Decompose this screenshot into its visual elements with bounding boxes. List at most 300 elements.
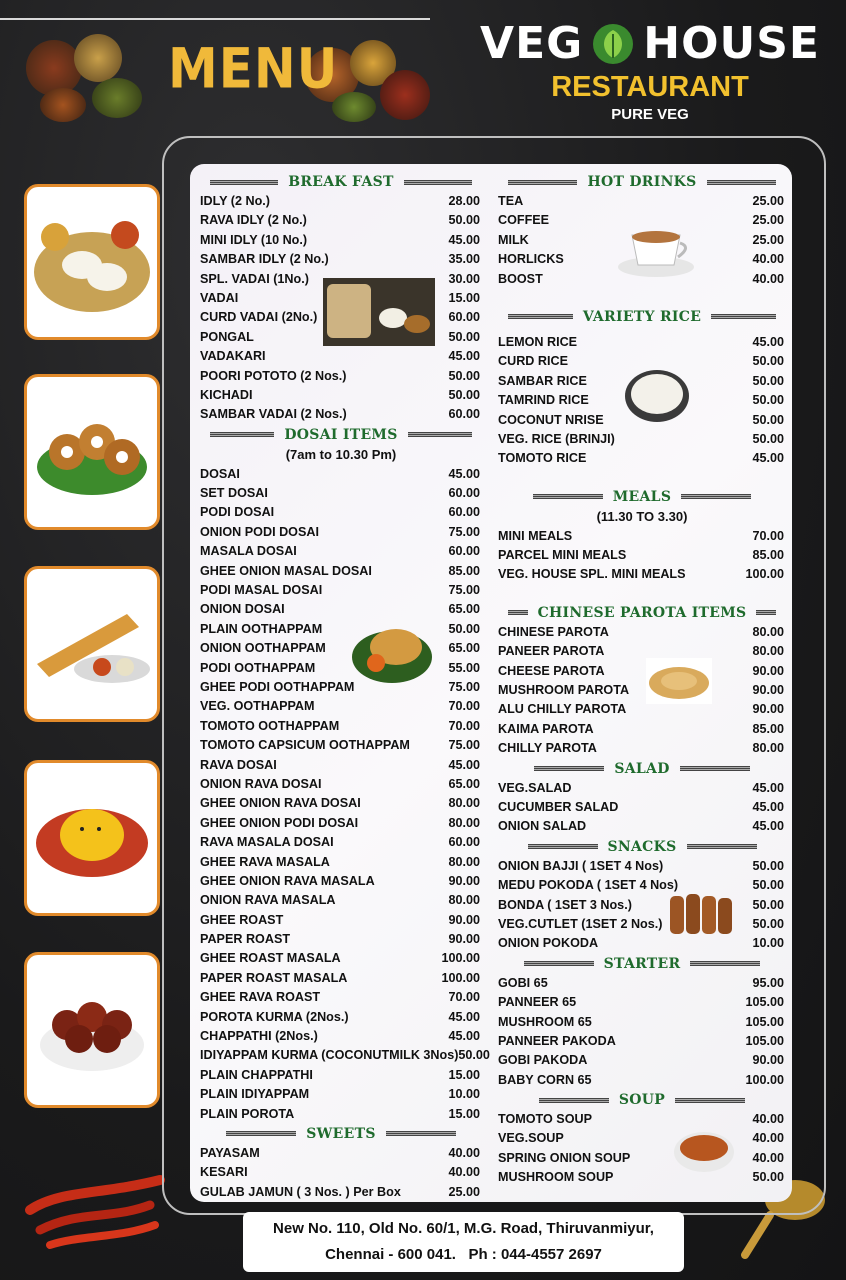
- section-heading-sweets: SWEETS: [200, 1124, 482, 1144]
- menu-item-price: 65.00: [448, 641, 480, 656]
- menu-item-price: 50.00: [752, 858, 784, 873]
- menu-item-name: ONION POKODA: [498, 936, 599, 951]
- section-heading-dosai: DOSAI ITEMS: [200, 425, 482, 445]
- menu-item-price: 15.00: [448, 290, 480, 305]
- menu-item-row: [498, 1149, 786, 1168]
- menu-item-row: [498, 1110, 786, 1129]
- menu-item-row: [498, 250, 786, 269]
- menu-item-row: [200, 853, 482, 872]
- menu-item-name: DOSAI: [200, 466, 240, 481]
- section-heading-breakfast: BREAK FAST: [200, 172, 482, 192]
- menu-item-price: 80.00: [752, 624, 784, 639]
- menu-item-name: PARCEL MINI MEALS: [498, 548, 627, 563]
- menu-item-name: LEMON RICE: [498, 334, 578, 349]
- menu-item-row: [498, 817, 786, 836]
- menu-item-name: GHEE RAVA MASALA: [200, 854, 330, 869]
- menu-item-name: GHEE ONION MASAL DOSAI: [200, 563, 372, 578]
- menu-item-price: 60.00: [448, 310, 480, 325]
- menu-item-name: VEG. OOTHAPPAM: [200, 699, 315, 714]
- menu-item-price: 85.00: [752, 548, 784, 563]
- menu-item-name: RAVA MASALA DOSAI: [200, 835, 334, 850]
- menu-item-row: [498, 739, 786, 758]
- menu-item-name: MINI IDLY (10 No.): [200, 232, 308, 247]
- menu-item-name: PLAIN CHAPPATHI: [200, 1067, 313, 1082]
- menu-item-name: MUSHROOM 65: [498, 1014, 592, 1029]
- menu-item-row: [200, 523, 482, 542]
- menu-item-name: GULAB JAMUN ( 3 Nos. ) Per Box: [200, 1184, 401, 1199]
- menu-item-row: [200, 620, 482, 639]
- menu-item-row: [498, 681, 786, 700]
- menu-item-name: KAIMA PAROTA: [498, 721, 594, 736]
- menu-item-price: 90.00: [448, 873, 480, 888]
- list-sweets: [200, 1144, 482, 1202]
- menu-item-name: SET DOSAI: [200, 486, 268, 501]
- menu-item-row: [498, 798, 786, 817]
- menu-item-price: 80.00: [752, 644, 784, 659]
- menu-item-price: 80.00: [448, 893, 480, 908]
- menu-item-row: [200, 328, 482, 347]
- menu-item-name: TOMOTO OOTHAPPAM: [200, 718, 340, 733]
- menu-item-name: MEDU POKODA ( 1SET 4 Nos): [498, 878, 679, 893]
- menu-item-name: CHINESE PAROTA: [498, 624, 609, 639]
- menu-item-row: [498, 623, 786, 642]
- menu-item-price: 40.00: [752, 1131, 784, 1146]
- menu-item-price: 50.00: [458, 1048, 490, 1063]
- menu-item-name: ONION PODI DOSAI: [200, 524, 319, 539]
- brand-logo: [480, 18, 820, 123]
- menu-item-name: SPRING ONION SOUP: [498, 1150, 631, 1165]
- menu-item-price: 90.00: [752, 1053, 784, 1068]
- menu-item-row: [498, 565, 786, 584]
- menu-item-row: [200, 347, 482, 366]
- menu-item-price: 60.00: [448, 505, 480, 520]
- menu-item-row: [200, 1008, 482, 1027]
- menu-item-price: 50.00: [752, 354, 784, 369]
- menu-item-price: 60.00: [448, 407, 480, 422]
- address-line-2: Chennai - 600 041. Ph : 044-4557 2697: [325, 1246, 602, 1263]
- list-starter: [498, 974, 786, 1090]
- menu-item-price: 85.00: [752, 721, 784, 736]
- menu-item-row: [200, 794, 482, 813]
- menu-item-row: [200, 1027, 482, 1046]
- menu-item-row: [200, 775, 482, 794]
- menu-item-row: [200, 949, 482, 968]
- menu-item-name: TAMRIND RICE: [498, 393, 589, 408]
- menu-item-name: PONGAL: [200, 329, 254, 344]
- menu-item-row: [200, 639, 482, 658]
- menu-item-price: 28.00: [448, 194, 480, 208]
- menu-item-name: IDLY (2 No.): [200, 194, 270, 208]
- menu-item-name: BOOST: [498, 271, 543, 286]
- menu-item-row: [498, 720, 786, 739]
- menu-item-price: 90.00: [752, 683, 784, 698]
- section-heading-soup: SOUP: [498, 1090, 786, 1110]
- menu-item-price: 75.00: [448, 583, 480, 598]
- menu-item-price: 105.00: [745, 1014, 784, 1029]
- menu-item-price: 15.00: [448, 1106, 480, 1121]
- menu-item-price: 45.00: [448, 757, 480, 772]
- menu-item-price: 10.00: [448, 1087, 480, 1102]
- dosai-timing: (7am to 10.30 Pm): [285, 446, 397, 462]
- menu-item-row: [498, 876, 786, 895]
- menu-item-row: [498, 372, 786, 391]
- menu-item-price: 40.00: [752, 252, 784, 267]
- menu-item-row: [200, 211, 482, 230]
- menu-item-row: [498, 411, 786, 430]
- menu-item-price: 65.00: [448, 602, 480, 617]
- menu-item-price: 90.00: [752, 663, 784, 678]
- menu-item-price: 95.00: [752, 975, 784, 990]
- menu-item-row: [498, 333, 786, 352]
- menu-item-name: KICHADI: [200, 387, 253, 402]
- menu-item-row: [200, 697, 482, 716]
- menu-item-row: [200, 911, 482, 930]
- section-heading-chinese-parota: CHINESE PAROTA ITEMS: [498, 603, 786, 623]
- menu-item-row: [498, 974, 786, 993]
- menu-item-name: MILK: [498, 232, 529, 247]
- menu-item-price: 50.00: [752, 897, 784, 912]
- menu-item-name: RAVA DOSAI: [200, 757, 277, 772]
- menu-column-left: [200, 172, 490, 1202]
- menu-item-price: 50.00: [752, 393, 784, 408]
- menu-item-price: 60.00: [448, 544, 480, 559]
- menu-item-name: TEA: [498, 194, 524, 208]
- menu-item-name: ONION OOTHAPPAM: [200, 641, 326, 656]
- section-heading-salad: SALAD: [498, 759, 786, 779]
- menu-item-price: 45.00: [752, 819, 784, 834]
- menu-item-name: GHEE ONION RAVA DOSAI: [200, 796, 361, 811]
- menu-item-name: MUSHROOM PAROTA: [498, 683, 630, 698]
- menu-item-name: IDIYAPPAM KURMA (COCONUTMILK 3Nos): [200, 1048, 459, 1063]
- menu-item-name: PAYASAM: [200, 1145, 260, 1160]
- menu-item-row: [200, 600, 482, 619]
- menu-item-price: 45.00: [752, 799, 784, 814]
- menu-item-row: [200, 1085, 482, 1104]
- section-heading-snacks: SNACKS: [498, 837, 786, 857]
- menu-item-name: GOBI 65: [498, 975, 548, 990]
- menu-item-price: 45.00: [752, 780, 784, 795]
- menu-item-row: [498, 1013, 786, 1032]
- menu-item-name: ONION SALAD: [498, 819, 587, 834]
- menu-item-price: 50.00: [448, 621, 480, 636]
- address-line-1: New No. 110, Old No. 60/1, M.G. Road, Thiruvanmiyur,: [273, 1220, 654, 1237]
- menu-item-price: 100.00: [745, 1072, 784, 1087]
- menu-item-name: CHEESE PAROTA: [498, 663, 605, 678]
- menu-item-row: [200, 969, 482, 988]
- menu-item-row: [498, 391, 786, 410]
- menu-item-price: 85.00: [448, 563, 480, 578]
- menu-item-row: [200, 465, 482, 484]
- menu-item-name: BABY CORN 65: [498, 1072, 592, 1087]
- menu-item-row: [200, 872, 482, 891]
- menu-item-price: 25.00: [752, 213, 784, 228]
- menu-item-price: 80.00: [752, 741, 784, 756]
- menu-item-row: [200, 833, 482, 852]
- menu-item-name: COFFEE: [498, 213, 550, 228]
- section-heading-meals: MEALS: [498, 487, 786, 507]
- menu-item-name: GHEE ONION RAVA MASALA: [200, 873, 375, 888]
- menu-item-price: 25.00: [752, 194, 784, 208]
- menu-item-price: 70.00: [448, 718, 480, 733]
- menu-item-name: ONION DOSAI: [200, 602, 285, 617]
- menu-item-name: VEG.CUTLET (1SET 2 Nos.): [498, 916, 663, 931]
- menu-item-row: [200, 717, 482, 736]
- menu-item-price: 50.00: [752, 431, 784, 446]
- menu-title: MENU: [168, 37, 339, 101]
- menu-item-row: [498, 449, 786, 468]
- menu-item-price: 70.00: [448, 699, 480, 714]
- menu-item-row: [200, 659, 482, 678]
- menu-item-name: MUSHROOM SOUP: [498, 1170, 614, 1185]
- menu-item-price: 50.00: [448, 368, 480, 383]
- menu-item-price: 30.00: [448, 271, 480, 286]
- menu-item-row: [200, 386, 482, 405]
- photo-gulab-jamun-bowl: [24, 952, 160, 1108]
- menu-item-price: 45.00: [448, 1009, 480, 1024]
- menu-item-row: [200, 308, 482, 327]
- menu-item-price: 50.00: [448, 329, 480, 344]
- menu-item-price: 105.00: [745, 1033, 784, 1048]
- menu-item-row: [200, 289, 482, 308]
- menu-item-name: MINI MEALS: [498, 528, 573, 543]
- menu-item-name: KESARI: [200, 1165, 248, 1180]
- menu-item-price: 90.00: [448, 912, 480, 927]
- menu-item-name: CURD VADAI (2No.): [200, 310, 318, 325]
- list-meals: [498, 527, 786, 585]
- list-hot-drinks: [498, 192, 786, 289]
- menu-item-price: 90.00: [448, 932, 480, 947]
- menu-item-price: 50.00: [752, 1170, 784, 1185]
- menu-item-row: [498, 1071, 786, 1090]
- menu-item-row: [200, 814, 482, 833]
- menu-item-name: PANNEER 65: [498, 995, 577, 1010]
- menu-item-row: [498, 352, 786, 371]
- list-variety-rice: [498, 333, 786, 469]
- menu-item-price: 80.00: [448, 854, 480, 869]
- menu-item-price: 40.00: [752, 271, 784, 286]
- top-divider: [0, 18, 430, 20]
- menu-item-row: [498, 546, 786, 565]
- menu-item-name: BONDA ( 1SET 3 Nos.): [498, 897, 632, 912]
- list-salad: [498, 779, 786, 837]
- list-dosai: [200, 465, 490, 1124]
- menu-item-row: [200, 891, 482, 910]
- menu-item-name: SAMBAR VADAI (2 Nos.): [200, 407, 347, 422]
- menu-item-row: [498, 857, 786, 876]
- menu-column-right: [498, 172, 786, 1188]
- list-snacks: [498, 857, 786, 954]
- menu-item-price: 45.00: [752, 451, 784, 466]
- menu-item-row: [498, 1129, 786, 1148]
- list-soup: [498, 1110, 786, 1188]
- menu-item-row: [498, 700, 786, 719]
- menu-item-name: PODI MASAL DOSAI: [200, 583, 323, 598]
- menu-item-row: [200, 736, 482, 755]
- menu-item-row: [200, 484, 482, 503]
- section-heading-starter: STARTER: [498, 954, 786, 974]
- menu-item-row: [200, 1066, 482, 1085]
- menu-item-row: [200, 756, 482, 775]
- menu-item-name: CUCUMBER SALAD: [498, 799, 619, 814]
- menu-item-price: 50.00: [752, 373, 784, 388]
- menu-item-name: POORI POTOTO (2 Nos.): [200, 368, 347, 383]
- menu-item-row: [498, 1051, 786, 1070]
- menu-item-row: [498, 192, 786, 211]
- menu-item-name: VEG.SALAD: [498, 780, 572, 795]
- menu-item-row: [498, 527, 786, 546]
- leaf-icon: [591, 22, 635, 66]
- photo-vadai-plate: [24, 374, 160, 530]
- section-heading-hot-drinks: HOT DRINKS: [498, 172, 786, 192]
- menu-item-price: 35.00: [448, 252, 480, 267]
- menu-item-name: PLAIN IDIYAPPAM: [200, 1087, 310, 1102]
- menu-item-row: [498, 779, 786, 798]
- menu-item-price: 45.00: [448, 349, 480, 364]
- menu-item-price: 15.00: [448, 1067, 480, 1082]
- menu-item-price: 75.00: [448, 524, 480, 539]
- menu-item-name: POROTA KURMA (2Nos.): [200, 1009, 349, 1024]
- menu-item-name: ONION RAVA DOSAI: [200, 776, 322, 791]
- menu-item-row: [200, 1105, 482, 1124]
- menu-item-name: GHEE ONION PODI DOSAI: [200, 815, 359, 830]
- menu-item-row: [200, 405, 482, 424]
- menu-item-row: [498, 270, 786, 289]
- menu-item-name: TOMOTO CAPSICUM OOTHAPPAM: [200, 738, 410, 753]
- menu-item-name: SAMBAR RICE: [498, 373, 587, 388]
- menu-item-price: 40.00: [752, 1150, 784, 1165]
- menu-item-name: VADAKARI: [200, 349, 266, 364]
- menu-item-price: 40.00: [448, 1145, 480, 1160]
- meals-timing: (11.30 TO 3.30): [596, 508, 688, 524]
- menu-item-price: 50.00: [752, 916, 784, 931]
- menu-item-price: 60.00: [448, 835, 480, 850]
- photo-idly-plate: [24, 184, 160, 340]
- brand-name-left: VEG: [480, 18, 584, 69]
- menu-item-name: CHILLY PAROTA: [498, 741, 597, 756]
- menu-item-row: [498, 211, 786, 230]
- menu-item-row: [498, 231, 786, 250]
- photo-kesari-bowl: [24, 760, 160, 916]
- menu-item-price: 40.00: [448, 1165, 480, 1180]
- menu-item-name: HORLICKS: [498, 252, 564, 267]
- section-heading-variety-rice: VARIETY RICE: [498, 307, 786, 327]
- menu-item-row: [200, 562, 482, 581]
- menu-item-name: PANEER PAROTA: [498, 644, 605, 659]
- menu-item-price: 45.00: [448, 466, 480, 481]
- menu-item-price: 45.00: [448, 1029, 480, 1044]
- menu-item-price: 70.00: [752, 528, 784, 543]
- menu-item-price: 65.00: [448, 776, 480, 791]
- menu-item-row: [200, 581, 482, 600]
- menu-item-price: 50.00: [752, 412, 784, 427]
- menu-item-name: ALU CHILLY PAROTA: [498, 702, 627, 717]
- menu-item-row: [200, 930, 482, 949]
- menu-item-name: PLAIN OOTHAPPAM: [200, 621, 323, 636]
- menu-item-name: GHEE ROAST MASALA: [200, 951, 341, 966]
- menu-item-row: [200, 988, 482, 1007]
- menu-item-row: [200, 250, 482, 269]
- menu-item-row: [200, 270, 482, 289]
- menu-item-row: [200, 678, 482, 697]
- brand-tagline: PURE VEG: [611, 106, 689, 123]
- menu-item-price: 25.00: [448, 1184, 480, 1199]
- menu-item-price: 45.00: [752, 334, 784, 349]
- photo-dosa-plate: [24, 566, 160, 722]
- menu-item-price: 100.00: [441, 951, 480, 966]
- menu-item-name: ONION BAJJI ( 1SET 4 Nos): [498, 858, 664, 873]
- menu-item-row: [200, 1144, 482, 1163]
- brand-name-right: HOUSE: [643, 18, 820, 69]
- menu-item-name: PODI OOTHAPPAM: [200, 660, 316, 675]
- brand-name: [480, 18, 820, 69]
- menu-item-row: [200, 542, 482, 561]
- menu-item-price: 105.00: [745, 995, 784, 1010]
- menu-item-row: [498, 993, 786, 1012]
- menu-item-price: 70.00: [448, 990, 480, 1005]
- address-box: [243, 1212, 684, 1272]
- menu-item-price: 10.00: [752, 936, 784, 951]
- menu-item-row: [498, 1032, 786, 1051]
- menu-item-name: VEG.SOUP: [498, 1131, 564, 1146]
- menu-item-name: VADAI: [200, 290, 239, 305]
- menu-item-price: 50.00: [448, 387, 480, 402]
- menu-item-name: ONION RAVA MASALA: [200, 893, 336, 908]
- menu-item-row: [498, 1168, 786, 1187]
- menu-item-name: GHEE RAVA ROAST: [200, 990, 321, 1005]
- menu-item-row: [200, 231, 482, 250]
- menu-item-name: PAPER ROAST MASALA: [200, 970, 348, 985]
- menu-item-name: GHEE ROAST: [200, 912, 284, 927]
- menu-item-price: 75.00: [448, 738, 480, 753]
- menu-item-price: 25.00: [752, 232, 784, 247]
- chilli-decoration: [20, 1150, 170, 1250]
- menu-item-price: 100.00: [745, 567, 784, 582]
- menu-item-name: VEG. RICE (BRINJI): [498, 431, 615, 446]
- menu-item-name: TOMOTO RICE: [498, 451, 587, 466]
- menu-item-price: 90.00: [752, 702, 784, 717]
- menu-item-name: COCONUT NRISE: [498, 412, 604, 427]
- menu-item-price: 55.00: [448, 660, 480, 675]
- menu-item-price: 50.00: [448, 213, 480, 228]
- menu-item-row: [200, 1046, 490, 1065]
- menu-item-row: [200, 1163, 482, 1182]
- menu-item-name: GOBI PAKODA: [498, 1053, 588, 1068]
- menu-item-price: 80.00: [448, 796, 480, 811]
- menu-item-name: PLAIN POROTA: [200, 1106, 295, 1121]
- menu-item-row: [200, 503, 482, 522]
- menu-item-name: SAMBAR IDLY (2 No.): [200, 252, 329, 267]
- list-chinese-parota: [498, 623, 786, 759]
- menu-item-row: [498, 915, 786, 934]
- menu-item-price: 45.00: [448, 232, 480, 247]
- menu-item-price: 60.00: [448, 486, 480, 501]
- menu-item-price: 80.00: [448, 815, 480, 830]
- menu-item-name: PODI DOSAI: [200, 505, 275, 520]
- menu-item-name: CURD RICE: [498, 354, 568, 369]
- list-breakfast: [200, 192, 482, 425]
- menu-item-name: GHEE PODI OOTHAPPAM: [200, 679, 355, 694]
- menu-item-price: 75.00: [448, 679, 480, 694]
- menu-item-name: TOMOTO SOUP: [498, 1112, 592, 1127]
- menu-item-name: PAPER ROAST: [200, 932, 291, 947]
- menu-item-name: MASALA DOSAI: [200, 544, 297, 559]
- menu-item-row: [200, 192, 482, 211]
- menu-item-name: RAVA IDLY (2 No.): [200, 213, 307, 228]
- menu-item-name: SPL. VADAI (1No.): [200, 271, 309, 286]
- menu-item-row: [200, 367, 482, 386]
- menu-item-price: 100.00: [441, 970, 480, 985]
- menu-item-row: [200, 1183, 482, 1202]
